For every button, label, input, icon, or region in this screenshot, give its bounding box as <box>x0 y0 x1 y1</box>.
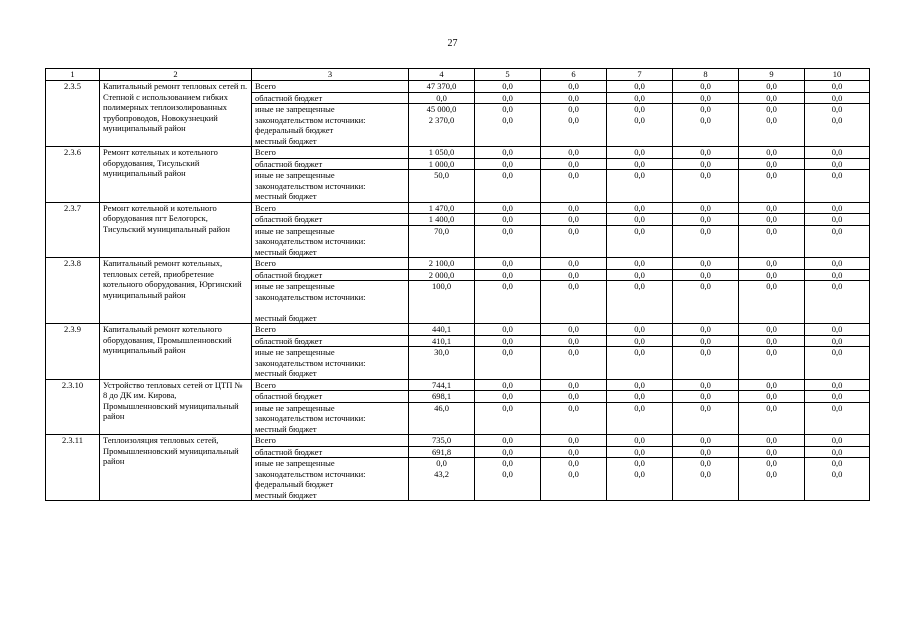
amount-cell: 0,0 <box>739 391 805 403</box>
amount-cell: 0,0 <box>541 324 607 336</box>
amount-value: 0,0 <box>568 170 579 180</box>
amount-cell: 0,0 <box>805 379 870 391</box>
other-sources-heading: законодательством источники: <box>255 468 366 479</box>
other-sources-heading: иные не запрещенные <box>255 170 335 180</box>
other-sources-heading: иные не запрещенные <box>255 225 335 236</box>
amount-cell <box>805 104 870 147</box>
amount-cell: 0,0 <box>607 335 673 347</box>
table-row <box>46 81 870 93</box>
funding-source-label: федеральный бюджет <box>255 125 334 135</box>
amount-value: 43,2 <box>434 468 449 479</box>
amount-cell: 0,0 <box>475 158 541 170</box>
amount-cell <box>409 458 475 501</box>
other-sources-cell <box>252 458 409 501</box>
item-number: 2.3.10 <box>46 379 100 435</box>
amount-cell: 0,0 <box>805 335 870 347</box>
funding-source-label: Всего <box>252 258 409 270</box>
amount-cell: 0,0 <box>607 435 673 447</box>
other-sources-heading: иные не запрещенные <box>255 458 335 468</box>
column-header-4: 4 <box>409 69 475 81</box>
amount-cell: 0,0 <box>475 202 541 214</box>
amount-cell <box>739 402 805 435</box>
amount-cell <box>673 104 739 147</box>
amount-cell <box>541 347 607 380</box>
amount-cell: 0,0 <box>541 202 607 214</box>
amount-cell: 0,0 <box>541 92 607 104</box>
table-row <box>46 202 870 214</box>
amount-value: 0,0 <box>634 170 645 180</box>
amount-value: 0,0 <box>831 347 843 357</box>
amount-value: 0,0 <box>502 170 513 180</box>
amount-cell: 0,0 <box>673 147 739 159</box>
column-header-2: 2 <box>100 69 252 81</box>
amount-cell: 0,0 <box>805 92 870 104</box>
amount-value: 0,0 <box>766 468 777 479</box>
amount-cell <box>673 402 739 435</box>
item-name: Устройство тепловых сетей от ЦТП № 8 до ДК им. Кирова, Промышленновский муниципальный район <box>100 379 252 435</box>
funding-source-label: Всего <box>252 435 409 447</box>
amount-cell: 0,0 <box>673 81 739 93</box>
amount-cell: 0,0 <box>475 92 541 104</box>
amount-value: 0,0 <box>502 281 513 291</box>
amount-value: 0,0 <box>831 458 843 468</box>
amount-cell: 0,0 <box>673 214 739 226</box>
amount-value: 0,0 <box>700 468 711 479</box>
amount-cell: 0,0 <box>475 81 541 93</box>
amount-cell: 0,0 <box>805 269 870 281</box>
column-header-8: 8 <box>673 69 739 81</box>
amount-cell: 0,0 <box>541 379 607 391</box>
funding-source-label: местный бюджет <box>255 135 317 146</box>
column-header-3: 3 <box>252 69 409 81</box>
amount-cell <box>409 281 475 324</box>
other-sources-cell <box>252 402 409 435</box>
amount-value: 0,0 <box>502 225 513 236</box>
amount-value: 50,0 <box>434 170 449 180</box>
amount-cell: 691,8 <box>409 446 475 458</box>
amount-cell <box>805 458 870 501</box>
amount-cell: 0,0 <box>739 258 805 270</box>
amount-cell <box>805 281 870 324</box>
funding-source-label: Всего <box>252 202 409 214</box>
amount-cell: 0,0 <box>805 214 870 226</box>
amount-value: 0,0 <box>502 104 513 114</box>
item-name: Теплоизоляция тепловых сетей, Промышленновский муниципальный район <box>100 435 252 501</box>
amount-cell: 0,0 <box>673 379 739 391</box>
amount-cell: 0,0 <box>805 435 870 447</box>
amount-value: 0,0 <box>766 347 777 357</box>
amount-cell: 0,0 <box>607 202 673 214</box>
other-sources-heading <box>255 302 405 313</box>
funding-source-label: областной бюджет <box>252 92 409 104</box>
amount-value: 2 370,0 <box>428 114 455 125</box>
amount-cell <box>541 170 607 203</box>
other-sources-heading: иные не запрещенные <box>255 402 335 413</box>
amount-cell: 0,0 <box>541 158 607 170</box>
amount-value: 0,0 <box>700 347 711 357</box>
other-sources-cell <box>252 347 409 380</box>
amount-cell <box>541 225 607 258</box>
amount-cell <box>673 458 739 501</box>
other-sources-heading: законодательством источники: <box>255 357 366 368</box>
amount-cell: 1 400,0 <box>409 214 475 226</box>
amount-value: 0,0 <box>766 104 777 114</box>
amount-cell: 0,0 <box>805 147 870 159</box>
amount-cell: 0,0 <box>475 446 541 458</box>
amount-value: 0,0 <box>634 114 645 125</box>
amount-value: 0,0 <box>568 114 579 125</box>
amount-cell: 0,0 <box>739 379 805 391</box>
amount-value: 0,0 <box>831 225 843 236</box>
funding-source-label: местный бюджет <box>255 368 317 378</box>
amount-cell: 0,0 <box>607 446 673 458</box>
amount-cell <box>805 347 870 380</box>
amount-cell: 440,1 <box>409 324 475 336</box>
amount-value: 0,0 <box>831 104 843 114</box>
amount-cell: 0,0 <box>673 435 739 447</box>
amount-cell: 0,0 <box>475 324 541 336</box>
budget-table <box>45 68 870 501</box>
other-sources-heading: законодательством источники: <box>255 236 366 246</box>
item-number: 2.3.6 <box>46 147 100 203</box>
amount-cell: 0,0 <box>475 269 541 281</box>
funding-source-label: Всего <box>252 147 409 159</box>
table-header <box>46 69 870 81</box>
amount-cell: 0,0 <box>673 258 739 270</box>
amount-cell <box>541 281 607 324</box>
amount-value: 0,0 <box>568 104 579 114</box>
amount-cell <box>541 402 607 435</box>
item-name: Капитальный ремонт тепловых сетей п. Степной с использованием гибких полимерных теплоизолированных трубопроводов, Новокузнецкий муниципальный район <box>100 81 252 147</box>
amount-cell <box>475 402 541 435</box>
table-row <box>46 147 870 159</box>
amount-value: 0,0 <box>634 402 645 413</box>
amount-cell: 2 000,0 <box>409 269 475 281</box>
amount-cell: 0,0 <box>541 446 607 458</box>
amount-cell: 0,0 <box>805 81 870 93</box>
amount-value: 0,0 <box>568 458 579 468</box>
funding-source-label: областной бюджет <box>252 269 409 281</box>
amount-value: 0,0 <box>634 458 645 468</box>
amount-cell: 0,0 <box>739 324 805 336</box>
item-name: Капитальный ремонт котельных, тепловых сетей, приобретение котельного оборудования, Юргинский муниципальный район <box>100 258 252 324</box>
amount-cell <box>409 225 475 258</box>
table-row <box>46 258 870 270</box>
amount-cell: 0,0 <box>739 214 805 226</box>
amount-value: 30,0 <box>434 347 449 357</box>
amount-value: 0,0 <box>634 281 645 291</box>
amount-cell: 0,0 <box>475 379 541 391</box>
amount-value: 0,0 <box>766 281 777 291</box>
amount-value: 0,0 <box>568 468 579 479</box>
amount-value: 0,0 <box>502 458 513 468</box>
item-name: Ремонт котельных и котельного оборудования, Тисульский муниципальный район <box>100 147 252 203</box>
amount-cell: 0,0 <box>607 214 673 226</box>
amount-cell: 0,0 <box>541 269 607 281</box>
amount-cell: 1 470,0 <box>409 202 475 214</box>
amount-cell <box>475 347 541 380</box>
amount-cell: 0,0 <box>607 391 673 403</box>
funding-source-label: федеральный бюджет <box>255 479 334 489</box>
amount-cell <box>475 170 541 203</box>
amount-value: 0,0 <box>436 458 447 468</box>
amount-cell <box>739 281 805 324</box>
amount-value: 0,0 <box>634 468 645 479</box>
amount-value: 0,0 <box>700 104 711 114</box>
amount-cell: 0,0 <box>739 81 805 93</box>
amount-cell: 0,0 <box>475 147 541 159</box>
amount-cell <box>409 347 475 380</box>
amount-value: 0,0 <box>568 281 579 291</box>
amount-cell <box>739 458 805 501</box>
amount-cell: 0,0 <box>739 147 805 159</box>
amount-cell: 0,0 <box>805 324 870 336</box>
funding-source-label: местный бюджет <box>255 312 317 323</box>
amount-cell: 0,0 <box>607 158 673 170</box>
other-sources-cell <box>252 281 409 324</box>
funding-source-label: Всего <box>252 324 409 336</box>
amount-value: 0,0 <box>700 114 711 125</box>
item-name: Капитальный ремонт котельного оборудования, Промышленновский муниципальный район <box>100 324 252 380</box>
amount-value: 0,0 <box>700 225 711 236</box>
amount-value: 0,0 <box>502 114 513 125</box>
amount-cell: 0,0 <box>739 202 805 214</box>
amount-cell <box>409 170 475 203</box>
amount-cell: 0,0 <box>805 391 870 403</box>
other-sources-cell <box>252 170 409 203</box>
amount-cell: 2 100,0 <box>409 258 475 270</box>
table-row <box>46 324 870 336</box>
amount-cell <box>739 170 805 203</box>
amount-cell: 0,0 <box>739 158 805 170</box>
amount-cell: 0,0 <box>673 391 739 403</box>
amount-value: 0,0 <box>502 402 513 413</box>
amount-value: 0,0 <box>700 402 711 413</box>
other-sources-cell <box>252 225 409 258</box>
amount-cell: 0,0 <box>475 391 541 403</box>
amount-cell: 410,1 <box>409 335 475 347</box>
amount-value: 0,0 <box>634 225 645 236</box>
amount-cell <box>607 458 673 501</box>
amount-value: 0,0 <box>568 347 579 357</box>
funding-source-label: областной бюджет <box>252 391 409 403</box>
amount-value: 0,0 <box>831 170 843 180</box>
amount-cell: 0,0 <box>475 435 541 447</box>
amount-cell <box>607 170 673 203</box>
amount-cell <box>607 281 673 324</box>
amount-cell <box>541 458 607 501</box>
amount-cell <box>475 225 541 258</box>
amount-cell <box>607 402 673 435</box>
item-number: 2.3.5 <box>46 81 100 147</box>
other-sources-heading: законодательством источники: <box>255 180 366 191</box>
funding-source-label: областной бюджет <box>252 446 409 458</box>
amount-cell <box>739 225 805 258</box>
table-row <box>46 435 870 447</box>
funding-source-label: Всего <box>252 379 409 391</box>
item-name: Ремонт котельной и котельного оборудования пгт Белогорск, Тисульский муниципальный район <box>100 202 252 258</box>
other-sources-cell <box>252 104 409 147</box>
funding-source-label: местный бюджет <box>255 423 317 434</box>
amount-cell: 0,0 <box>607 147 673 159</box>
amount-cell: 0,0 <box>673 335 739 347</box>
amount-cell <box>475 104 541 147</box>
item-number: 2.3.7 <box>46 202 100 258</box>
amount-cell: 0,0 <box>475 258 541 270</box>
amount-cell: 0,0 <box>805 446 870 458</box>
amount-cell: 1 000,0 <box>409 158 475 170</box>
column-header-5: 5 <box>475 69 541 81</box>
amount-cell <box>739 104 805 147</box>
amount-cell: 0,0 <box>607 81 673 93</box>
column-header-7: 7 <box>607 69 673 81</box>
amount-value: 0,0 <box>568 402 579 413</box>
amount-cell: 0,0 <box>541 147 607 159</box>
other-sources-heading: законодательством источники: <box>255 114 366 125</box>
amount-cell: 0,0 <box>541 214 607 226</box>
amount-value: 0,0 <box>766 225 777 236</box>
item-number: 2.3.11 <box>46 435 100 501</box>
amount-cell: 0,0 <box>541 258 607 270</box>
funding-source-label: местный бюджет <box>255 489 317 500</box>
amount-cell <box>805 402 870 435</box>
amount-value: 0,0 <box>831 468 843 479</box>
amount-value: 0,0 <box>502 468 513 479</box>
amount-cell: 0,0 <box>739 269 805 281</box>
amount-value: 0,0 <box>700 458 711 468</box>
amount-cell: 0,0 <box>673 202 739 214</box>
amount-cell: 0,0 <box>541 81 607 93</box>
amount-value: 0,0 <box>502 347 513 357</box>
amount-value: 0,0 <box>634 104 645 114</box>
column-number-row <box>46 69 870 81</box>
amount-cell: 47 370,0 <box>409 81 475 93</box>
amount-cell: 0,0 <box>673 92 739 104</box>
amount-value: 0,0 <box>700 281 711 291</box>
funding-source-label: областной бюджет <box>252 158 409 170</box>
amount-cell: 0,0 <box>673 324 739 336</box>
amount-cell <box>805 170 870 203</box>
amount-cell: 0,0 <box>805 158 870 170</box>
column-header-6: 6 <box>541 69 607 81</box>
funding-source-label: местный бюджет <box>255 246 317 257</box>
amount-cell: 0,0 <box>607 324 673 336</box>
amount-cell: 0,0 <box>805 258 870 270</box>
amount-cell <box>541 104 607 147</box>
amount-value: 0,0 <box>831 281 843 291</box>
funding-source-label: областной бюджет <box>252 214 409 226</box>
amount-cell <box>673 281 739 324</box>
amount-cell: 0,0 <box>541 435 607 447</box>
other-sources-heading: законодательством источники: <box>255 291 366 302</box>
amount-cell: 0,0 <box>673 158 739 170</box>
amount-cell: 698,1 <box>409 391 475 403</box>
amount-cell: 0,0 <box>805 202 870 214</box>
amount-value: 0,0 <box>766 402 777 413</box>
amount-cell: 0,0 <box>475 335 541 347</box>
column-header-1: 1 <box>46 69 100 81</box>
amount-cell: 0,0 <box>607 269 673 281</box>
table-body <box>46 81 870 501</box>
funding-source-label: областной бюджет <box>252 335 409 347</box>
funding-source-label: Всего <box>252 81 409 93</box>
table-row <box>46 379 870 391</box>
column-header-9: 9 <box>739 69 805 81</box>
funding-source-label: местный бюджет <box>255 191 317 201</box>
item-number: 2.3.8 <box>46 258 100 324</box>
other-sources-heading: иные не запрещенные <box>255 347 335 357</box>
amount-value: 45 000,0 <box>426 104 457 114</box>
amount-cell: 0,0 <box>739 92 805 104</box>
other-sources-heading: иные не запрещенные <box>255 104 335 114</box>
amount-value: 0,0 <box>831 402 843 413</box>
amount-cell <box>607 347 673 380</box>
amount-cell <box>409 104 475 147</box>
amount-cell: 0,0 <box>739 435 805 447</box>
amount-cell <box>409 402 475 435</box>
amount-value: 100,0 <box>431 281 452 291</box>
amount-cell: 1 050,0 <box>409 147 475 159</box>
amount-cell <box>739 347 805 380</box>
amount-cell <box>475 458 541 501</box>
amount-value: 0,0 <box>700 170 711 180</box>
amount-value: 70,0 <box>434 225 449 236</box>
amount-cell <box>475 281 541 324</box>
amount-cell: 0,0 <box>739 335 805 347</box>
amount-cell: 0,0 <box>607 258 673 270</box>
amount-cell: 0,0 <box>673 446 739 458</box>
amount-cell <box>607 104 673 147</box>
amount-value: 0,0 <box>831 114 843 125</box>
amount-value: 0,0 <box>634 347 645 357</box>
amount-value: 0,0 <box>766 170 777 180</box>
amount-cell <box>805 225 870 258</box>
amount-cell: 744,1 <box>409 379 475 391</box>
amount-cell <box>673 225 739 258</box>
amount-cell: 0,0 <box>541 335 607 347</box>
amount-cell: 735,0 <box>409 435 475 447</box>
amount-cell: 0,0 <box>475 214 541 226</box>
column-header-10: 10 <box>805 69 870 81</box>
page-number: 27 <box>447 38 458 49</box>
amount-cell <box>607 225 673 258</box>
amount-value: 0,0 <box>568 225 579 236</box>
item-number: 2.3.9 <box>46 324 100 380</box>
amount-cell: 0,0 <box>607 92 673 104</box>
amount-cell: 0,0 <box>673 269 739 281</box>
other-sources-heading: законодательством источники: <box>255 413 366 423</box>
amount-cell: 0,0 <box>607 379 673 391</box>
amount-cell: 0,0 <box>739 446 805 458</box>
amount-cell <box>673 170 739 203</box>
amount-cell: 0,0 <box>541 391 607 403</box>
other-sources-heading: иные не запрещенные <box>255 281 335 291</box>
amount-cell: 0,0 <box>409 92 475 104</box>
amount-cell <box>673 347 739 380</box>
amount-value: 46,0 <box>434 402 449 413</box>
amount-value: 0,0 <box>766 114 777 125</box>
amount-value: 0,0 <box>766 458 777 468</box>
